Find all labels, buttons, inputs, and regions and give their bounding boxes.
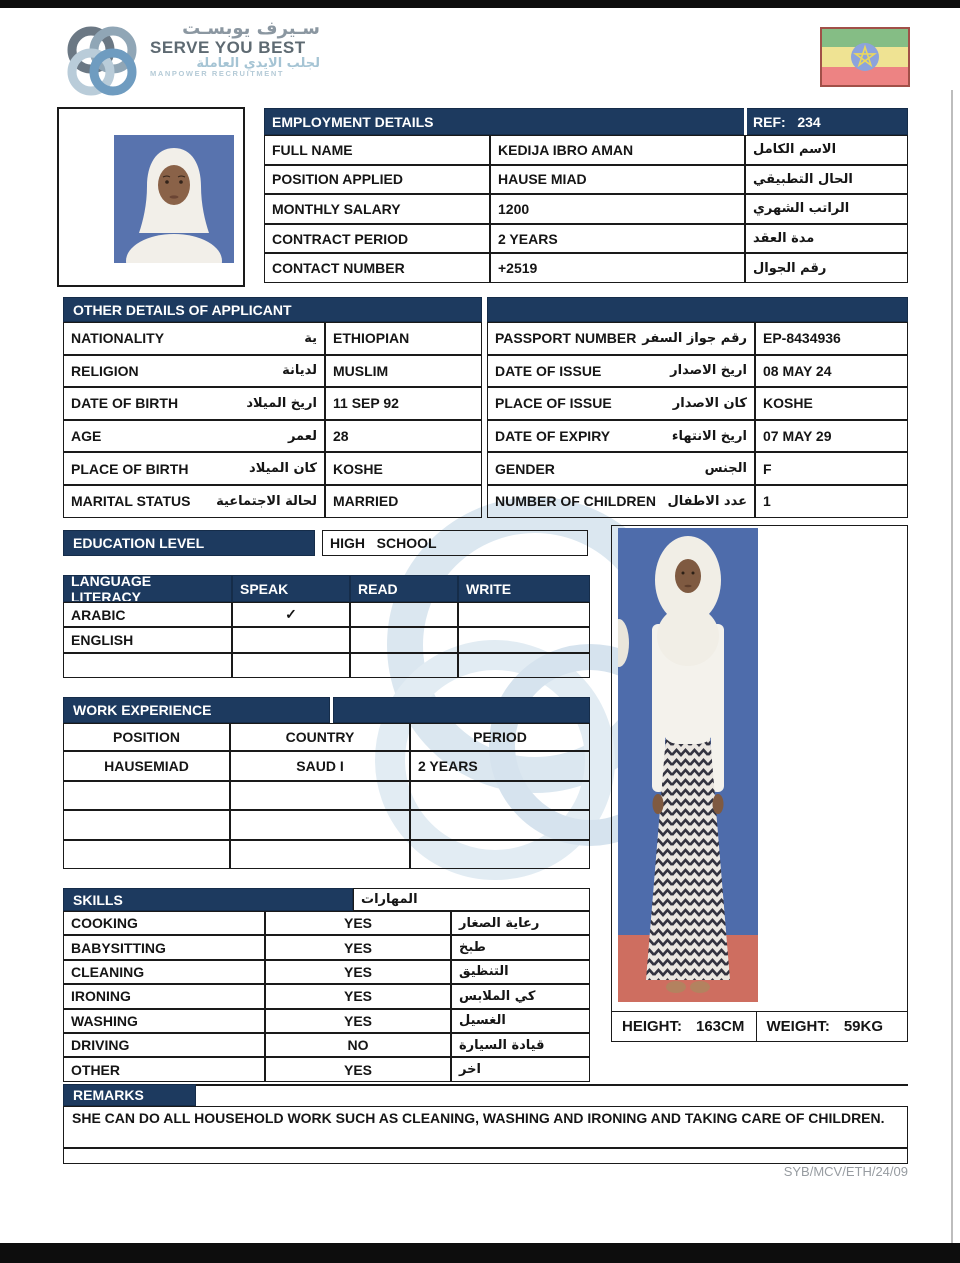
- logo-subtitle: MANPOWER RECRUITMENT: [150, 69, 285, 79]
- detail-label: DATE OF EXPIRY اريخ الانتهاء: [487, 420, 755, 453]
- language-header: LANGUAGE LITERACY: [63, 575, 232, 602]
- other-details-right-table: [487, 322, 908, 518]
- write-cell: [458, 653, 590, 678]
- experience-position: [63, 810, 230, 840]
- experience-country: [230, 840, 410, 870]
- position-header: POSITION: [63, 723, 230, 751]
- portrait-photo: [114, 135, 234, 263]
- write-header: WRITE: [458, 575, 590, 602]
- weight-cell: [756, 1011, 908, 1042]
- weight-label: WEIGHT:: [766, 1018, 830, 1035]
- education-level-bar: EDUCATION LEVEL: [63, 530, 315, 556]
- skill-arabic: رعاية الصغار: [451, 911, 590, 935]
- skills-title-bar: SKILLS: [63, 888, 353, 911]
- employment-title: EMPLOYMENT DETAILS: [264, 108, 745, 135]
- detail-label: DATE OF BIRTH اريخ الميلاد: [63, 387, 325, 420]
- education-level-value: HIGH SCHOOL: [322, 530, 588, 556]
- logo-title: SERVE YOU BEST: [150, 37, 306, 57]
- skill-arabic: التنظيق: [451, 960, 590, 984]
- detail-value: 1: [755, 485, 908, 518]
- skill-label: CLEANING: [63, 960, 265, 984]
- detail-value: EP-8434936: [755, 322, 908, 355]
- employment-arabic: الراتب الشهري: [745, 194, 908, 224]
- scan-bottom-strip: [0, 1243, 960, 1263]
- work-experience-bar: WORK EXPERIENCE: [63, 697, 330, 723]
- experience-position: HAUSEMIAD: [63, 751, 230, 781]
- logo-arabic-title: سـيرف يوبسـت: [182, 18, 320, 39]
- detail-label: NUMBER OF CHILDREN عدد الاطفال: [487, 485, 755, 518]
- skill-value: YES: [265, 984, 451, 1008]
- detail-value: 28: [325, 420, 482, 453]
- skill-label: COOKING: [63, 911, 265, 935]
- remarks-text-box: [63, 1106, 908, 1148]
- portrait-photo-frame: [57, 107, 245, 287]
- country-header: COUNTRY: [230, 723, 410, 751]
- write-cell: [458, 602, 590, 627]
- height-label: HEIGHT:: [622, 1018, 682, 1035]
- language-literacy-table: [63, 575, 590, 678]
- employment-ref: REF: 234: [745, 108, 908, 135]
- detail-label: AGE لعمر: [63, 420, 325, 453]
- detail-label: RELIGION لديانة: [63, 355, 325, 388]
- detail-label: DATE OF ISSUE اريخ الاصدار: [487, 355, 755, 388]
- speak-cell: [232, 653, 350, 678]
- detail-label: PLACE OF BIRTH كان الميلاد: [63, 452, 325, 485]
- other-details-title-bar-right: [487, 297, 908, 322]
- other-details-title-bar: OTHER DETAILS OF APPLICANT: [63, 297, 482, 322]
- logo-arabic-subtitle: لجلب الايدي العاملة: [196, 55, 320, 71]
- read-cell: [350, 602, 458, 627]
- skill-label: WASHING: [63, 1009, 265, 1033]
- language-name: ENGLISH: [63, 627, 232, 652]
- height-value: 163CM: [696, 1018, 745, 1035]
- remarks-text: SHE CAN DO ALL HOUSEHOLD WORK SUCH AS CLEANING, WASHING AND IRONING AND TAKING CARE OF CHILDREN.: [72, 1110, 885, 1126]
- speak-checkmark: ✓: [232, 602, 350, 627]
- read-header: READ: [350, 575, 458, 602]
- ethiopia-flag: [820, 27, 910, 87]
- skill-label: IRONING: [63, 984, 265, 1008]
- logo-knot-icon: [58, 18, 146, 106]
- employment-value: 2 YEARS: [490, 224, 745, 254]
- skill-arabic: الغسيل: [451, 1009, 590, 1033]
- employment-label: CONTRACT PERIOD: [264, 224, 490, 254]
- experience-period: [410, 810, 590, 840]
- experience-country: [230, 810, 410, 840]
- experience-period: [410, 840, 590, 870]
- document-code: SYB/MCV/ETH/24/09: [783, 1164, 908, 1179]
- skill-label: OTHER: [63, 1057, 265, 1081]
- experience-position: [63, 840, 230, 870]
- weight-value: 59KG: [843, 1018, 884, 1035]
- full-body-photo: [618, 528, 758, 1002]
- experience-period: [410, 781, 590, 811]
- employment-label: POSITION APPLIED: [264, 165, 490, 195]
- detail-label: PLACE OF ISSUE كان الاصدار: [487, 387, 755, 420]
- skill-arabic: كي الملابس: [451, 984, 590, 1008]
- language-name: [63, 653, 232, 678]
- detail-label: NATIONALITY ية: [63, 322, 325, 355]
- employment-label: FULL NAME: [264, 135, 490, 165]
- employment-label: CONTACT NUMBER: [264, 253, 490, 283]
- detail-label: MARITAL STATUS لحالة الاجتماعية: [63, 485, 325, 518]
- employment-value: KEDIJA IBRO AMAN: [490, 135, 745, 165]
- experience-country: SAUD I: [230, 751, 410, 781]
- work-experience-table: [63, 723, 590, 869]
- speak-header: SPEAK: [232, 575, 350, 602]
- skills-arabic-title: المهارات: [353, 888, 590, 911]
- height-cell: [611, 1011, 757, 1042]
- experience-country: [230, 781, 410, 811]
- detail-label: GENDER الجنس: [487, 452, 755, 485]
- language-name: ARABIC: [63, 602, 232, 627]
- employment-table: [264, 108, 908, 283]
- employment-arabic: الحال التطبيقي: [745, 165, 908, 195]
- detail-value: ETHIOPIAN: [325, 322, 482, 355]
- employment-value: +2519: [490, 253, 745, 283]
- detail-value: MUSLIM: [325, 355, 482, 388]
- employment-arabic: رقم الجوال: [745, 253, 908, 283]
- employment-value: 1200: [490, 194, 745, 224]
- scan-top-strip: [0, 0, 960, 8]
- read-cell: [350, 653, 458, 678]
- skill-arabic: طبخ: [451, 935, 590, 959]
- scan-right-edge: [951, 90, 953, 1243]
- work-experience-bar-right: [333, 697, 590, 723]
- skill-value: NO: [265, 1033, 451, 1057]
- read-cell: [350, 627, 458, 652]
- detail-value: F: [755, 452, 908, 485]
- skill-value: YES: [265, 960, 451, 984]
- detail-value: 11 SEP 92: [325, 387, 482, 420]
- skill-value: YES: [265, 1009, 451, 1033]
- period-header: PERIOD: [410, 723, 590, 751]
- detail-value: 08 MAY 24: [755, 355, 908, 388]
- skills-table: [63, 911, 590, 1082]
- employment-label: MONTHLY SALARY: [264, 194, 490, 224]
- skill-label: BABYSITTING: [63, 935, 265, 959]
- skill-arabic: اخر: [451, 1057, 590, 1081]
- employment-arabic: مدة العقد: [745, 224, 908, 254]
- skill-value: YES: [265, 911, 451, 935]
- detail-label: PASSPORT NUMBER رقم جواز السفر: [487, 322, 755, 355]
- detail-value: KOSHE: [755, 387, 908, 420]
- other-details-left-table: [63, 322, 482, 518]
- skill-value: YES: [265, 935, 451, 959]
- write-cell: [458, 627, 590, 652]
- logo-text-block: [150, 20, 320, 78]
- detail-value: KOSHE: [325, 452, 482, 485]
- skill-value: YES: [265, 1057, 451, 1081]
- remarks-empty-row: [63, 1148, 908, 1164]
- experience-position: [63, 781, 230, 811]
- remarks-title-bar: REMARKS: [63, 1084, 196, 1106]
- employment-header-divider: [744, 108, 747, 135]
- skill-arabic: قيادة السيارة: [451, 1033, 590, 1057]
- skill-label: DRIVING: [63, 1033, 265, 1057]
- employment-arabic: الاسم الكامل: [745, 135, 908, 165]
- employment-value: HAUSE MIAD: [490, 165, 745, 195]
- detail-value: 07 MAY 29: [755, 420, 908, 453]
- experience-period: 2 YEARS: [410, 751, 590, 781]
- speak-cell: [232, 627, 350, 652]
- detail-value: MARRIED: [325, 485, 482, 518]
